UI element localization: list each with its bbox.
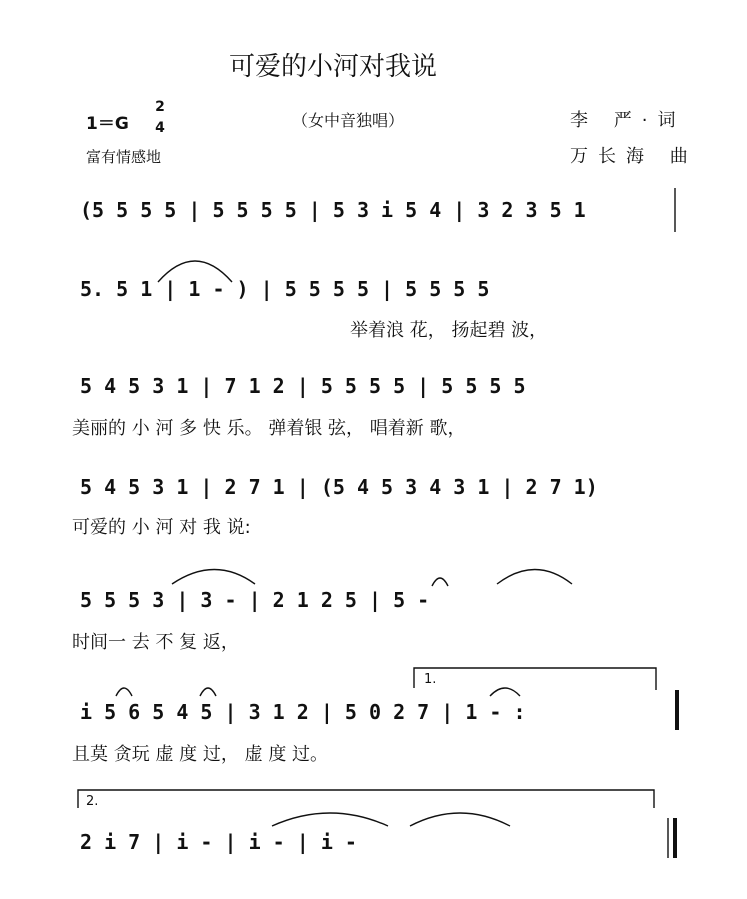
score-line-6-notes: i 5 6 5 4 5 | 3 1 2 | 5 0 2 7 | 1 - : bbox=[80, 700, 526, 724]
score-line-4-notes: 5 4 5 3 1 | 2 7 1 | (5 4 5 3 4 3 1 | 2 7 1) bbox=[80, 475, 598, 499]
song-title: 可爱的小河对我说 bbox=[229, 52, 438, 82]
score-line-1-notes: (5 5 5 5 | 5 5 5 5 | 5 3 i 5 4 | 3 2 3 5 1 bbox=[80, 198, 586, 222]
key-signature: 1＝G bbox=[86, 114, 129, 134]
score-line-7-notes: 2 i 7 | i - | i - | i - bbox=[80, 830, 357, 854]
score-line-2-notes: 5. 5 1 | 1 - ) | 5 5 5 5 | 5 5 5 5 bbox=[80, 277, 490, 301]
score-line-2-lyrics: 举着浪 花， 扬起碧 波， bbox=[350, 320, 548, 341]
lyricist-credit: 李 严·词 bbox=[570, 110, 686, 131]
score-line-5-lyrics: 时间一 去 不 复 返， bbox=[72, 632, 239, 653]
first-ending-label: 1. bbox=[424, 672, 437, 687]
time-signature-numerator: 2 bbox=[155, 99, 165, 115]
composer-credit: 万长海 曲 bbox=[570, 146, 698, 167]
score-line-4-lyrics: 可爱的 小 河 对 我 说: bbox=[72, 517, 251, 538]
expression-marking: 富有情感地 bbox=[86, 148, 162, 166]
score-line-3-notes: 5 4 5 3 1 | 7 1 2 | 5 5 5 5 | 5 5 5 5 bbox=[80, 374, 526, 398]
score-line-5-notes: 5 5 5 3 | 3 - | 2 1 2 5 | 5 - bbox=[80, 588, 430, 612]
time-signature-denominator: 4 bbox=[155, 120, 165, 136]
performance-note: （女中音独唱） bbox=[292, 111, 405, 130]
score-line-6-lyrics: 且莫 贪玩 虚 度 过， 虚 度 过。 bbox=[72, 744, 329, 765]
score-line-3-lyrics: 美丽的 小 河 多 快 乐。 弹着银 弦， 唱着新 歌， bbox=[72, 418, 466, 439]
second-ending-label: 2. bbox=[86, 794, 99, 809]
